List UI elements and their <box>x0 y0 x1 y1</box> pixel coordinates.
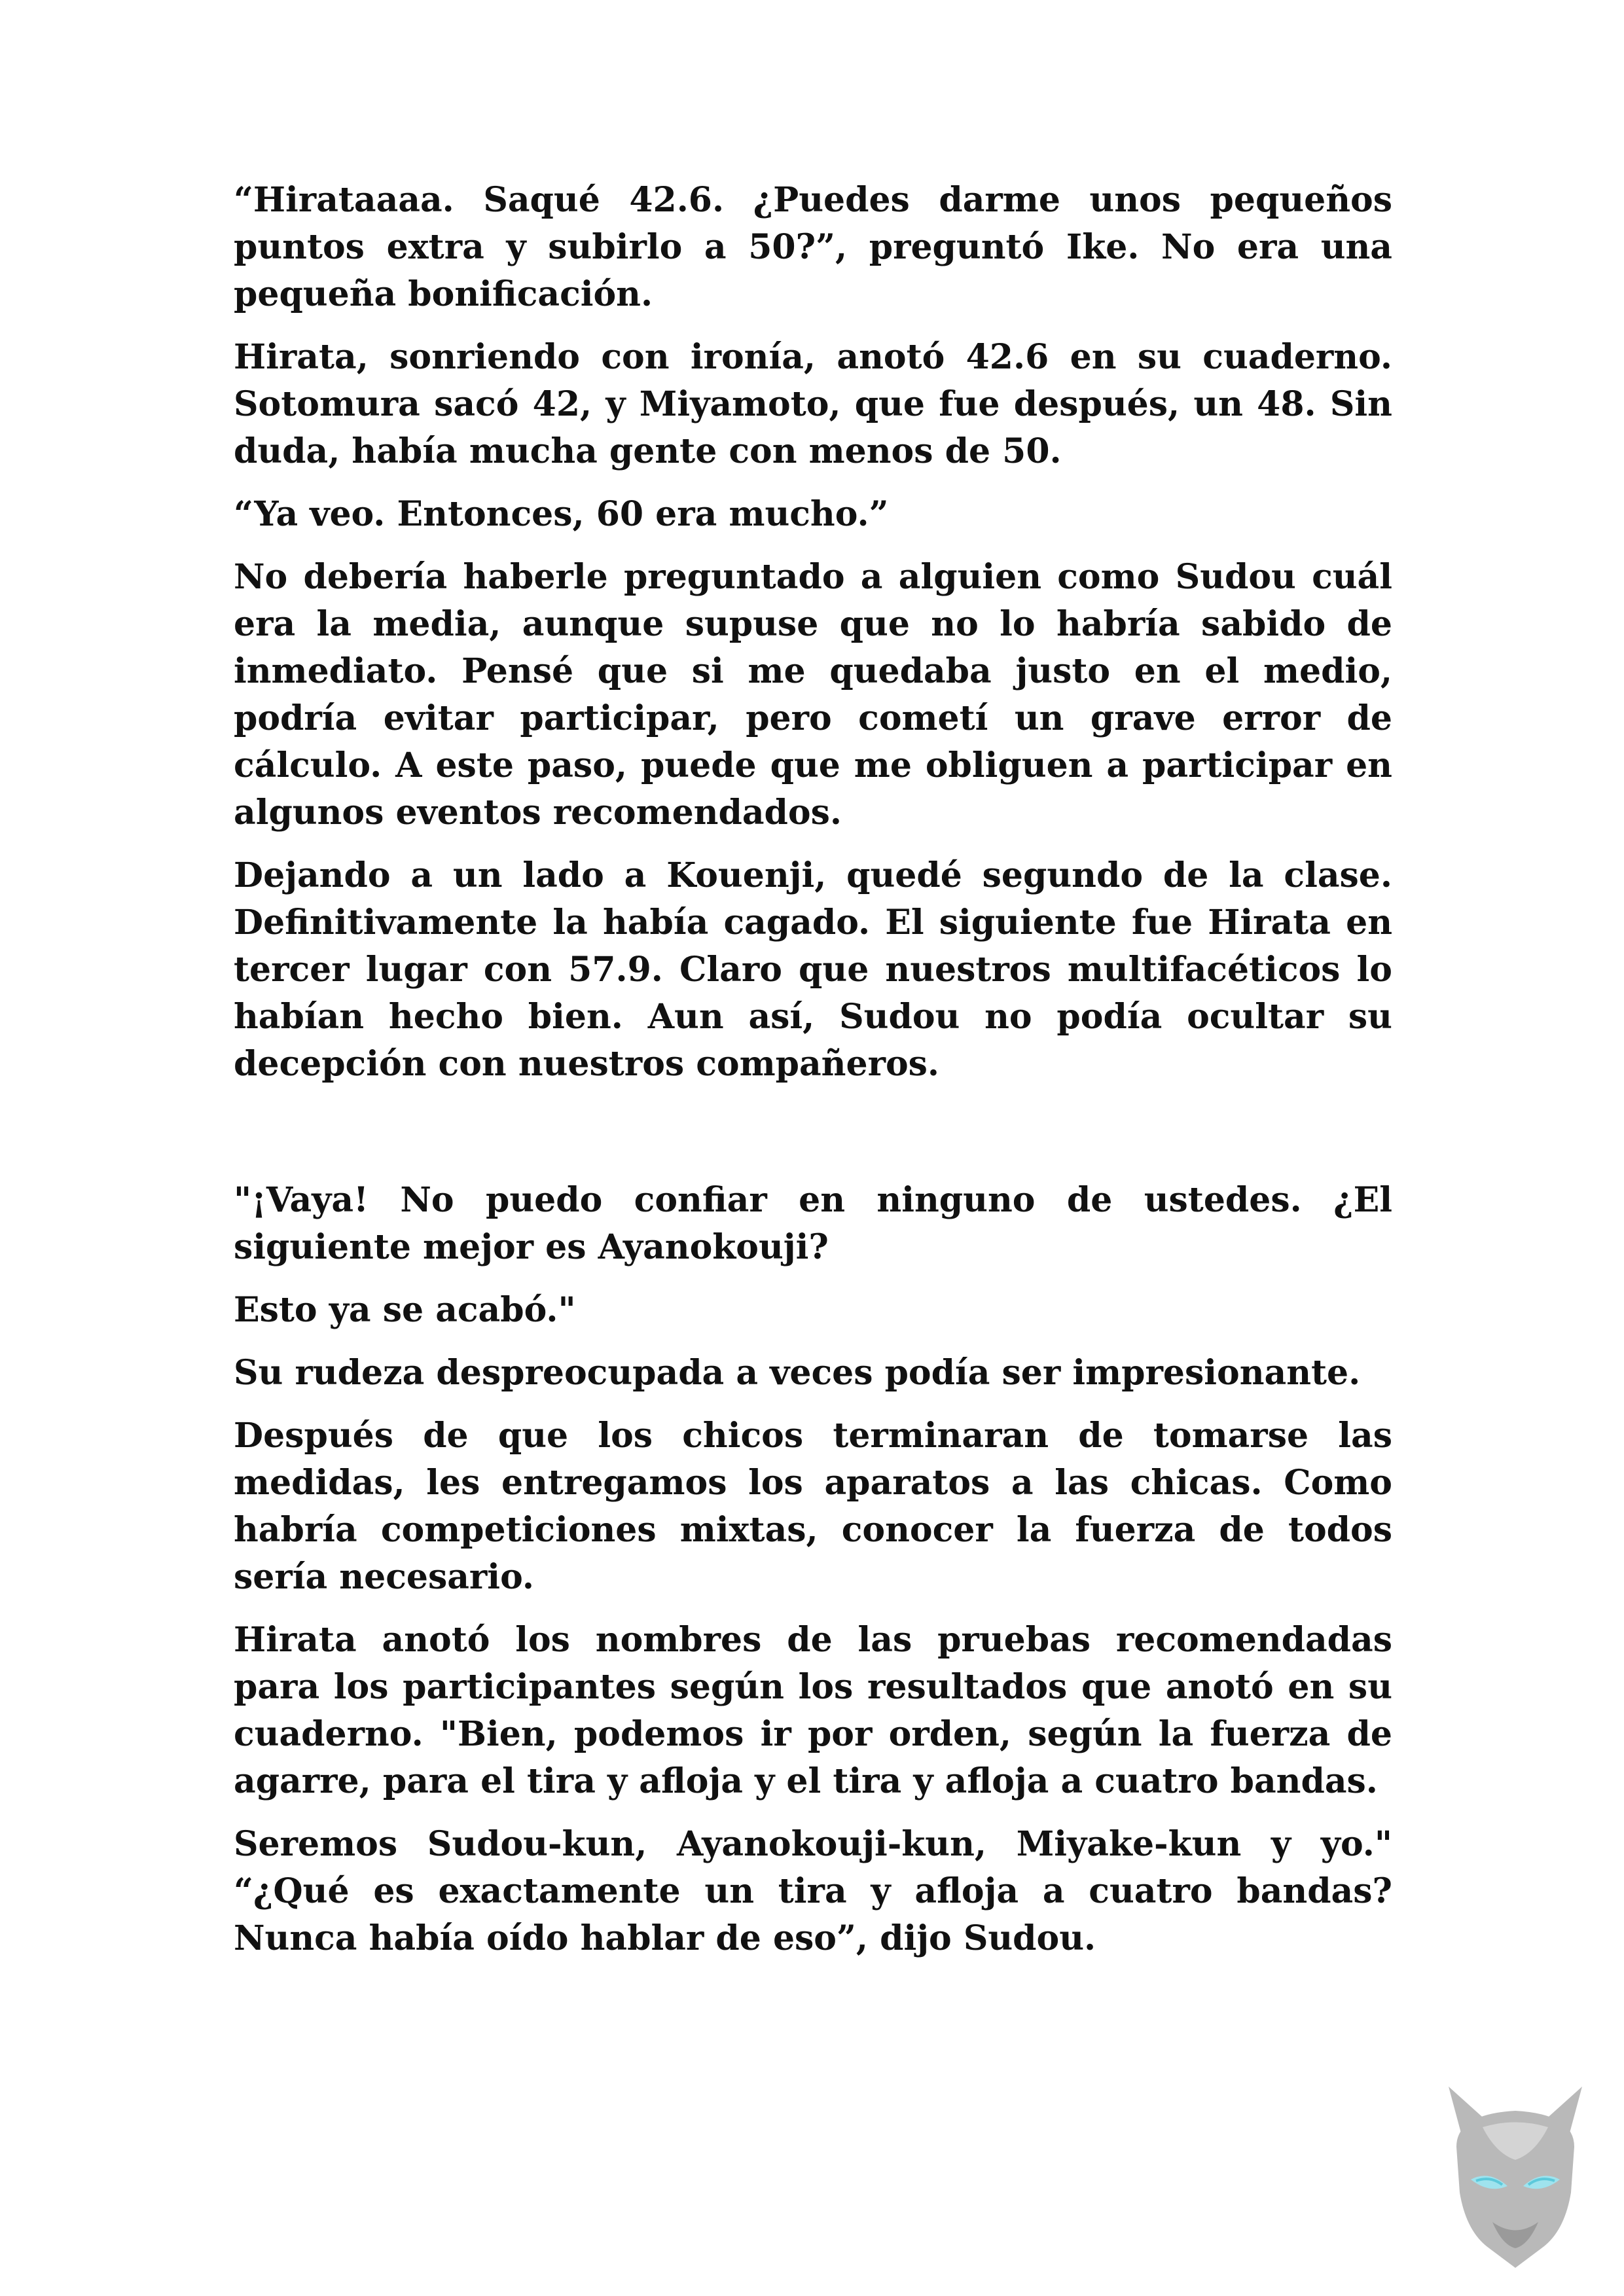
paragraph: Dejando a un lado a Kouenji, quedé segundo de la clase. Definitivamente la había cagado. El siguiente fue Hirata en tercer lugar con 57.9. Claro que nuestros multifacéticos lo habían hecho bien. Aun así, Sudou no podía ocultar su decepción con nuestros compañeros. <box>234 855 1392 1084</box>
paragraph: “Hirataaaa. Saqué 42.6. ¿Puedes darme unos pequeños puntos extra y subirlo a 50?”, preguntó Ike. No era una pequeña bonificación. <box>234 180 1392 314</box>
body-text <box>234 177 1392 1978</box>
paragraph: “Ya veo. Entonces, 60 era mucho.” <box>234 494 889 534</box>
paragraph: Seremos Sudou-kun, Ayanokouji-kun, Miyake-kun y yo." “¿Qué es exactamente un tira y afloja a cuatro bandas? Nunca había oído hablar de eso”, dijo Sudou. <box>234 1824 1392 1958</box>
paragraph: Hirata, sonriendo con ironía, anotó 42.6 en su cuaderno. Sotomura sacó 42, y Miyamoto, que fue después, un 48. Sin duda, había mucha gente con menos de 50. <box>234 337 1392 471</box>
paragraph: "¡Vaya! No puedo confiar en ninguno de ustedes. ¿El siguiente mejor es Ayanokouji? <box>234 1180 1392 1267</box>
paragraph: Esto ya se acabó." <box>234 1290 576 1330</box>
paragraph: Su rudeza despreocupada a veces podía ser impresionante. <box>234 1353 1361 1393</box>
paragraph: Después de que los chicos terminaran de tomarse las medidas, les entregamos los aparatos a las chicas. Como habría competiciones mixtas, conocer la fuerza de todos sería necesario. <box>234 1416 1392 1597</box>
paragraph: Hirata anotó los nombres de las pruebas recomendadas para los participantes según los resultados que anotó en su cuaderno. "Bien, podemos ir por orden, según la fuerza de agarre, para el tira y afloja y el tira y afloja a cuatro bandas. <box>234 1620 1392 1801</box>
paragraph: No debería haberle preguntado a alguien como Sudou cuál era la media, aunque supuse que no lo habría sabido de inmediato. Pensé que si me quedaba justo en el medio, podría evitar participar, pero cometí un grave error de cálculo. A este paso, puede que me obliguen a participar en algunos eventos recomendados. <box>234 557 1392 833</box>
section-break <box>234 1103 1392 1177</box>
horned-mascot-logo-icon <box>1437 2081 1594 2271</box>
